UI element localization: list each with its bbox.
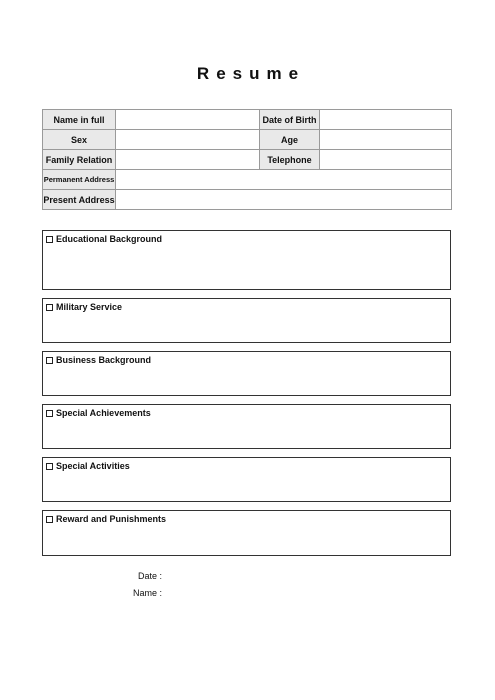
date-label: Date : [137,571,162,581]
educational-background-box[interactable] [42,230,451,290]
checkbox-icon [46,410,53,417]
name-label: Name in full [43,110,116,130]
sex-field[interactable] [116,130,260,150]
special-achievements-box[interactable] [42,404,451,449]
table-row [43,170,452,190]
section-title: Business Background [56,355,152,365]
checkbox-icon [46,304,53,311]
table-row [43,150,452,170]
permanent-address-field[interactable] [116,170,452,190]
page-title: Resume [196,64,306,83]
present-address-label: Present Address [43,190,116,210]
section-header [43,405,450,418]
checkbox-icon [46,357,53,364]
dob-label: Date of Birth [260,110,320,130]
section-title: Military Service [56,302,123,312]
section-title: Educational Background [56,234,163,244]
reward-punishments-box[interactable] [42,510,451,556]
present-address-field[interactable] [116,190,452,210]
table-row [43,130,452,150]
family-relation-field[interactable] [116,150,260,170]
sex-label: Sex [43,130,116,150]
section-title: Special Achievements [56,408,151,418]
section-header [43,299,450,312]
name-field[interactable] [116,110,260,130]
checkbox-icon [46,516,53,523]
section-header [43,352,450,365]
business-background-box[interactable] [42,351,451,396]
age-label: Age [260,130,320,150]
checkbox-icon [46,236,53,243]
telephone-label: Telephone [260,150,320,170]
telephone-field[interactable] [320,150,452,170]
personal-info-table [42,109,452,210]
section-header [43,511,450,524]
military-service-box[interactable] [42,298,451,343]
dob-field[interactable] [320,110,452,130]
age-field[interactable] [320,130,452,150]
permanent-address-label: Permanent Address [43,170,116,190]
checkbox-icon [46,463,53,470]
family-relation-label: Family Relation [43,150,116,170]
table-row [43,190,452,210]
table-row [43,110,452,130]
section-header [43,231,450,244]
name-label: Name : [132,588,162,598]
section-title: Special Activities [56,461,130,471]
special-activities-box[interactable] [42,457,451,502]
section-title: Reward and Punishments [56,514,167,524]
section-header [43,458,450,471]
